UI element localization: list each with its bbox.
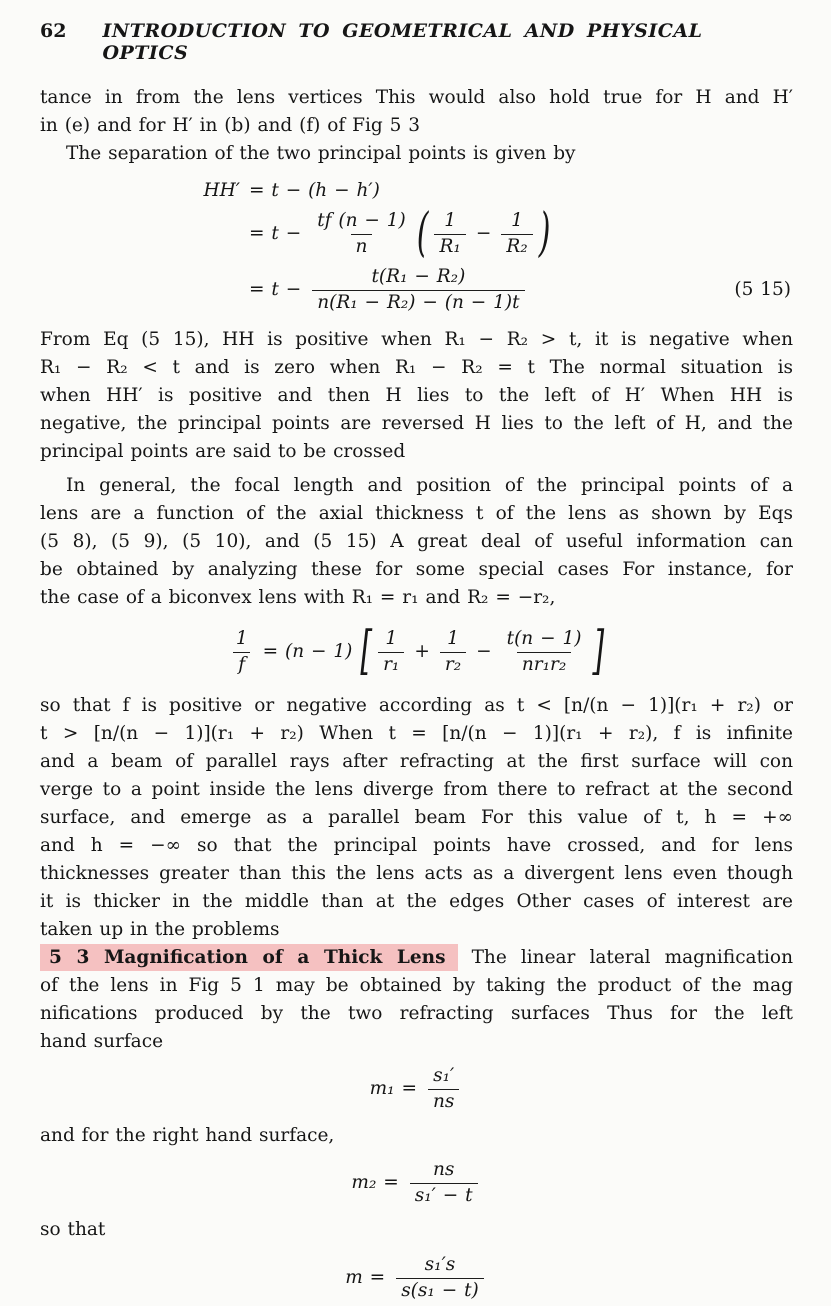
text-line: when HH′ is positive and then H lies to the left of H′ When HH is — [40, 385, 793, 406]
numerator: 1 — [511, 210, 523, 232]
numerator: tf (n − 1) — [317, 210, 406, 232]
equation-m-total — [40, 1250, 793, 1306]
running-title: INTRODUCTION TO GEOMETRICAL AND PHYSICAL OPTICS — [102, 20, 703, 64]
numerator: s₁′s — [424, 1254, 456, 1276]
equals-operator: = (n − 1) — [262, 641, 353, 662]
fraction — [312, 265, 524, 314]
text-line: hand surface — [40, 1031, 164, 1052]
numerator: 1 — [235, 628, 248, 650]
denominator: s(s₁ − t) — [396, 1278, 484, 1303]
equation-rhs — [351, 1158, 481, 1207]
equation-row — [40, 202, 793, 264]
fraction — [434, 209, 465, 258]
minus-operator: − — [476, 641, 492, 662]
equation-lensmakers — [40, 620, 793, 682]
equation-lhs: m = — [345, 1267, 386, 1288]
fraction — [378, 627, 404, 676]
equation-row — [40, 1155, 793, 1211]
paragraph-from-eq — [40, 326, 793, 466]
numerator: s₁′ — [433, 1065, 455, 1087]
page-number: 62 — [40, 20, 67, 42]
equation-rhs — [249, 265, 529, 314]
equation-number: (5 15) — [734, 279, 791, 300]
equation-5-15 — [40, 176, 793, 318]
denominator: n(R₁ − R₂) − (n − 1)t — [312, 290, 524, 315]
text-line: so that f is positive or negative according as t < [n/(n − 1)](r₁ + r₂) or — [40, 695, 793, 716]
text-line: and for the right hand surface, — [40, 1125, 335, 1146]
numerator: t(R₁ − R₂) — [371, 266, 466, 288]
text-line: From Eq (5 15), HH is positive when R₁ − R₂ > t, it is negative when — [40, 329, 793, 350]
equation-lhs: HH′ — [203, 180, 240, 201]
page-body — [40, 84, 793, 1306]
section-5-3 — [40, 944, 793, 1056]
minus-operator: − — [475, 223, 492, 244]
text-line: and a beam of parallel rays after refracting at the first surface will con — [40, 751, 793, 772]
fraction — [502, 627, 587, 676]
text-line: it is thicker in the middle than at the edges Other cases of interest are — [40, 891, 793, 912]
text-line: so that — [40, 1219, 106, 1240]
section-heading-rest: The linear lateral magnification — [471, 947, 793, 968]
equation-row — [40, 1250, 793, 1306]
text-line: nifications produced by the two refracting surfaces Thus for the left — [40, 1003, 793, 1024]
denominator: ns — [428, 1089, 459, 1114]
text-line: verge to a point inside the lens diverge from there to refract at the second — [40, 779, 793, 800]
text-line: and h = −∞ so that the principal points have crossed, and for lens — [40, 835, 793, 856]
section-heading-line — [40, 944, 793, 972]
text-line: principal points are said to be crossed — [40, 441, 406, 462]
equation-lhs: m₂ = — [351, 1172, 399, 1193]
text-line: (5 8), (5 9), (5 10), and (5 15) A great deal of useful information can — [40, 531, 793, 552]
text-line: the case of a biconvex lens with R₁ = r₁ and R₂ = −r₂, — [40, 587, 556, 608]
equation-rhs: $\frac{1}{f}$ = (n − 1) [ $\frac{1}{\text{r₁}}$ + $\frac{1}{\text{r₂}}$ − $\frac{t(n - 1)}{\text{nr₁r₂}}$ ] — [227, 627, 606, 676]
equation-row — [40, 1061, 793, 1117]
paragraph-in-general — [40, 472, 793, 612]
numerator: ns — [432, 1159, 455, 1181]
text-line: taken up in the problems — [40, 919, 280, 940]
section-heading-highlight: 5 3 Magnification of a Thick Lens — [40, 944, 458, 971]
fraction — [231, 627, 253, 676]
text-line: R₁ − R₂ < t and is zero when R₁ − R₂ = t The normal situation is — [40, 357, 793, 378]
equation-m1 — [40, 1061, 793, 1117]
text-line: In general, the focal length and position of the principal points of a — [66, 475, 793, 496]
denominator: r₂ — [440, 652, 466, 677]
text-line: The separation of the two principal points is given by — [66, 143, 576, 164]
fraction — [440, 627, 466, 676]
page-header — [40, 20, 793, 64]
text-line: lens are a function of the axial thickness t of the lens as shown by Eqs — [40, 503, 793, 524]
equation-rhs — [370, 1064, 464, 1113]
paragraph-continuation — [40, 84, 793, 140]
fraction — [428, 1064, 459, 1113]
equation-rhs: = t − $\frac{tf (n - 1)}{n}$ ( $\frac{1}{\text{R₁}}$ − $\frac{1}{\text{R₂}}$ ) — [249, 202, 551, 264]
text-line: thicknesses greater than this the lens acts as a divergent lens even though — [40, 863, 793, 884]
text-line: surface, and emerge as a parallel beam For this value of t, h = +∞ — [40, 807, 793, 828]
equation-operator: = t − — [249, 279, 302, 300]
text-line: tance in from the lens vertices This would also hold true for H and H′ — [40, 87, 793, 108]
equation-operator: = t − — [249, 223, 302, 244]
text-line: in (e) and for H′ in (b) and (f) of Fig 5 3 — [40, 115, 421, 136]
denominator: R₁ — [434, 234, 465, 259]
plus-operator: + — [414, 641, 430, 662]
fraction — [410, 1158, 478, 1207]
denominator: n — [351, 234, 373, 259]
equation-m2 — [40, 1155, 793, 1211]
text-line: t > [n/(n − 1)](r₁ + r₂) When t = [n/(n − 1)](r₁ + r₂), f is infinite — [40, 723, 793, 744]
numerator: 1 — [447, 628, 459, 650]
equation-rhs: = t − (h − h′) — [249, 180, 380, 201]
equation-row — [40, 620, 793, 682]
text-line: be obtained by analyzing these for some special cases For instance, for — [40, 559, 793, 580]
equation-lhs: m₁ = — [369, 1078, 417, 1099]
equation-row — [40, 176, 793, 206]
paragraph-right-surface — [40, 1122, 793, 1150]
paragraph-so-that-f — [40, 692, 793, 944]
paragraph-separation-intro — [40, 140, 793, 168]
denominator: f — [233, 652, 250, 677]
denominator: s₁′ − t — [410, 1183, 478, 1208]
fraction — [501, 209, 532, 258]
text-line: negative, the principal points are reversed H lies to the left of H, and the — [40, 413, 793, 434]
numerator: 1 — [385, 628, 398, 650]
denominator: nr₁r₂ — [517, 652, 571, 677]
denominator: r₁ — [378, 652, 404, 677]
equation-rhs — [345, 1253, 487, 1302]
paragraph-so-that — [40, 1216, 793, 1244]
fraction — [396, 1253, 484, 1302]
equation-row — [40, 262, 793, 318]
denominator: R₂ — [501, 234, 532, 259]
fraction — [312, 209, 411, 258]
numerator: t(n − 1) — [506, 628, 582, 650]
text-line: of the lens in Fig 5 1 may be obtained by taking the product of the mag — [40, 975, 793, 996]
numerator: 1 — [444, 210, 457, 232]
